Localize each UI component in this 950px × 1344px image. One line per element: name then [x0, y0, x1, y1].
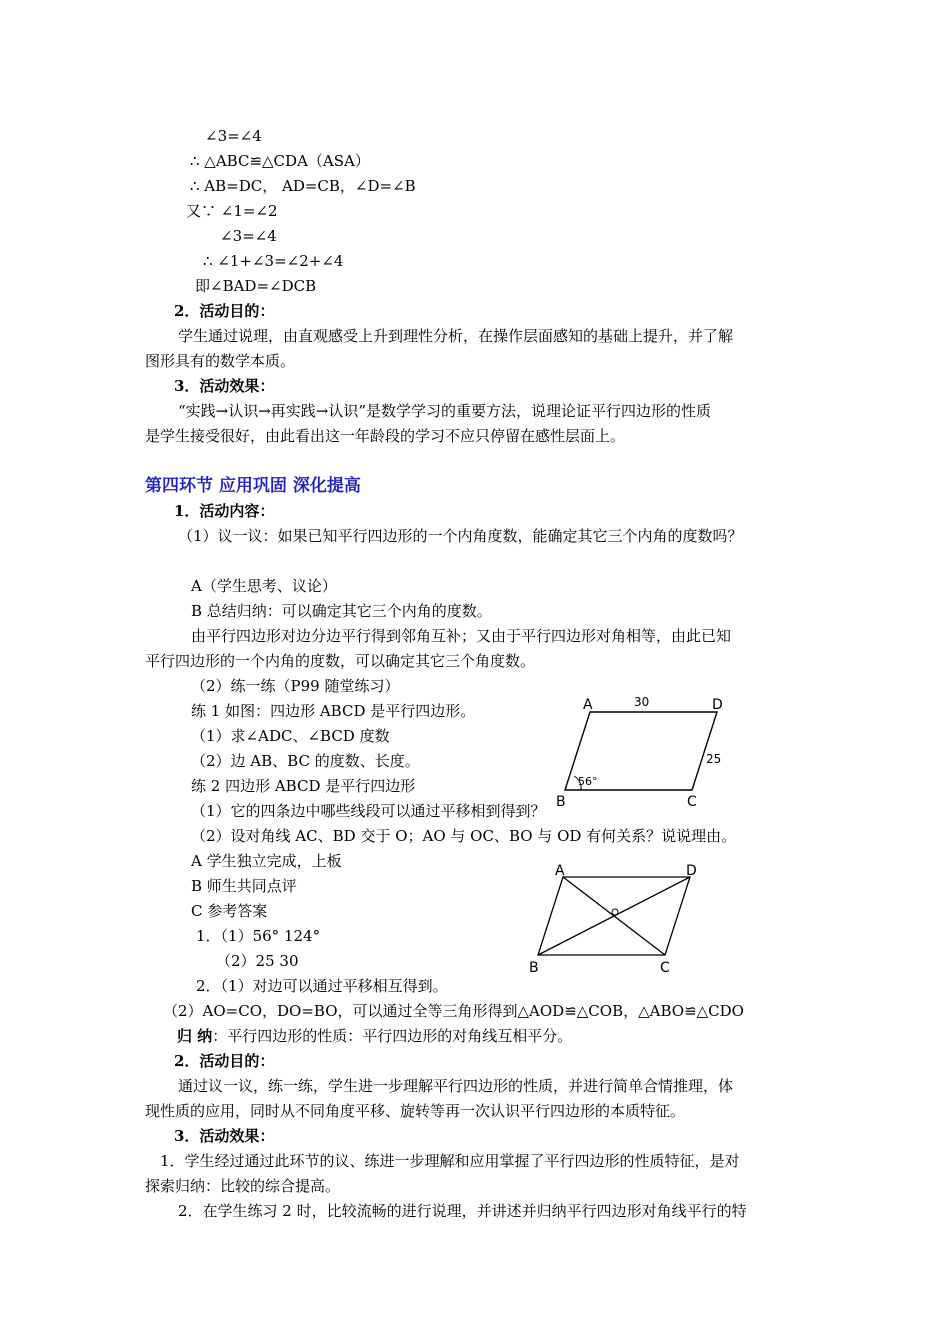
exercise-2-part-1: （1）它的四条边中哪些线段可以通过平移相到得到？	[191, 802, 546, 820]
vertex-label-a: A	[555, 863, 565, 879]
vertex-label-d: D	[712, 697, 723, 713]
exercise-2-part-2: （2）设对角线 AC、BD 交于 O；AO 与 OC、BO 与 OD 有何关系？说说理由。	[191, 827, 737, 845]
s4-purpose-title: 2．活动目的：	[174, 1052, 275, 1070]
s4-effect-text-1: 1．学生经过通过此环节的议、练进一步理解和应用掌握了平行四边形的性质特征，是对	[160, 1152, 740, 1170]
s4-effect-title: 3．活动效果：	[174, 1127, 275, 1145]
vertex-label-c: C	[660, 960, 670, 976]
step-b-review: B 师生共同点评	[191, 877, 297, 895]
s4-purpose-text-2: 现性质的应用，同时从不同角度平移、旋转等再一次认识平行四边形的本质特征。	[145, 1102, 686, 1120]
step-b-summary: B 总结归纳：可以确定其它三个内角的度数。	[191, 602, 492, 620]
exercise-1-part-1: （1）求∠ADC、∠BCD 度数	[191, 727, 390, 745]
answer-2-part-1: 2．（1）对边可以通过平移相互得到。	[196, 977, 448, 995]
proof-line-2: ∴ △ABC≌△CDA（ASA）	[190, 152, 370, 170]
answer-1-part-1: 1．（1）56° 124°	[196, 927, 321, 945]
proof-line-7: 即∠BAD=∠DCB	[195, 277, 317, 295]
proof-line-5: ∠3=∠4	[220, 227, 277, 245]
angle-b-measure: 56°	[578, 775, 598, 788]
s4-effect-text-2: 探索归纳：比较的综合提高。	[145, 1177, 341, 1195]
summary-label: 归 纳	[177, 1027, 213, 1045]
reason-text-2: 平行四边形的一个内角的度数，可以确定其它三个角度数。	[145, 652, 536, 670]
proof-line-4: 又∵ ∠1=∠2	[186, 202, 278, 220]
step-a-discuss: A（学生思考、议论）	[191, 577, 337, 595]
answer-1-part-2: （2）25 30	[216, 952, 299, 970]
s3-purpose-text-2: 图形具有的数学本质。	[145, 352, 296, 370]
diagonal-bd	[538, 877, 690, 955]
reason-text-1: 由平行四边形对边分边平行得到邻角互补；又由于平行四边形对角相等，由此已知	[191, 627, 732, 645]
parallelogram-figure-1	[552, 690, 732, 812]
s3-purpose-title: 2．活动目的：	[174, 302, 275, 320]
proof-line-6: ∴ ∠1+∠3=∠2+∠4	[203, 252, 344, 270]
exercise-2: 练 2 四边形 ABCD 是平行四边形	[191, 777, 416, 795]
step-c-answers: C 参考答案	[191, 902, 268, 920]
s3-effect-title: 3．活动效果：	[174, 377, 275, 395]
side-ad-length: 30	[634, 695, 650, 709]
section-heading: 第四环节 应用巩固 深化提高	[145, 476, 361, 496]
summary-text: ：平行四边形的性质：平行四边形的对角线互相平分。	[212, 1027, 573, 1045]
side-cd-length: 25	[706, 752, 722, 766]
s3-purpose-text-1: 学生通过说理，由直观感受上升到理性分析，在操作层面感知的基础上提升，并了解	[178, 327, 734, 345]
answer-2-part-2: （2）AO=CO，DO=BO，可以通过全等三角形得到△AOD≌△COB，△ABO≌△CDO	[163, 1002, 744, 1020]
parallelogram-figure-2	[525, 858, 715, 978]
s4-effect-text-3: 2．在学生练习 2 时，比较流畅的进行说理，并讲述并归纳平行四边形对角线平行的特	[178, 1202, 747, 1220]
s3-effect-text-2: 是学生接受很好，由此看出这一年龄段的学习不应只停留在感性层面上。	[145, 427, 626, 445]
exercise-1-part-2: （2）边 AB、BC 的度数、长度。	[191, 752, 420, 770]
step-a-independent: A 学生独立完成，上板	[191, 852, 342, 870]
question-2: （2）练一练（P99 随堂练习）	[191, 677, 400, 695]
s4-content-title: 1．活动内容：	[174, 502, 275, 520]
s4-purpose-text-1: 通过议一议，练一练，学生进一步理解平行四边形的性质，并进行简单合情推理，体	[178, 1077, 734, 1095]
proof-line-1: ∠3=∠4	[205, 127, 262, 145]
vertex-label-b: B	[529, 960, 539, 976]
vertex-label-d: D	[686, 863, 697, 879]
vertex-label-a: A	[583, 697, 593, 713]
vertex-label-b: B	[556, 794, 566, 810]
summary-line	[177, 1026, 572, 1046]
proof-line-3: ∴ AB=DC， AD=CB，∠D=∠B	[190, 177, 416, 195]
s3-effect-text-1: “实践→认识→再实践→认识”是数学学习的重要方法，说理论证平行四边形的性质	[178, 402, 712, 420]
exercise-1: 练 1 如图：四边形 ABCD 是平行四边形。	[191, 702, 476, 720]
question-1: （1）议一议：如果已知平行四边形的一个内角度数，能确定其它三个内角的度数吗？	[178, 527, 743, 545]
intersection-point-o	[612, 909, 618, 915]
vertex-label-c: C	[687, 794, 697, 810]
